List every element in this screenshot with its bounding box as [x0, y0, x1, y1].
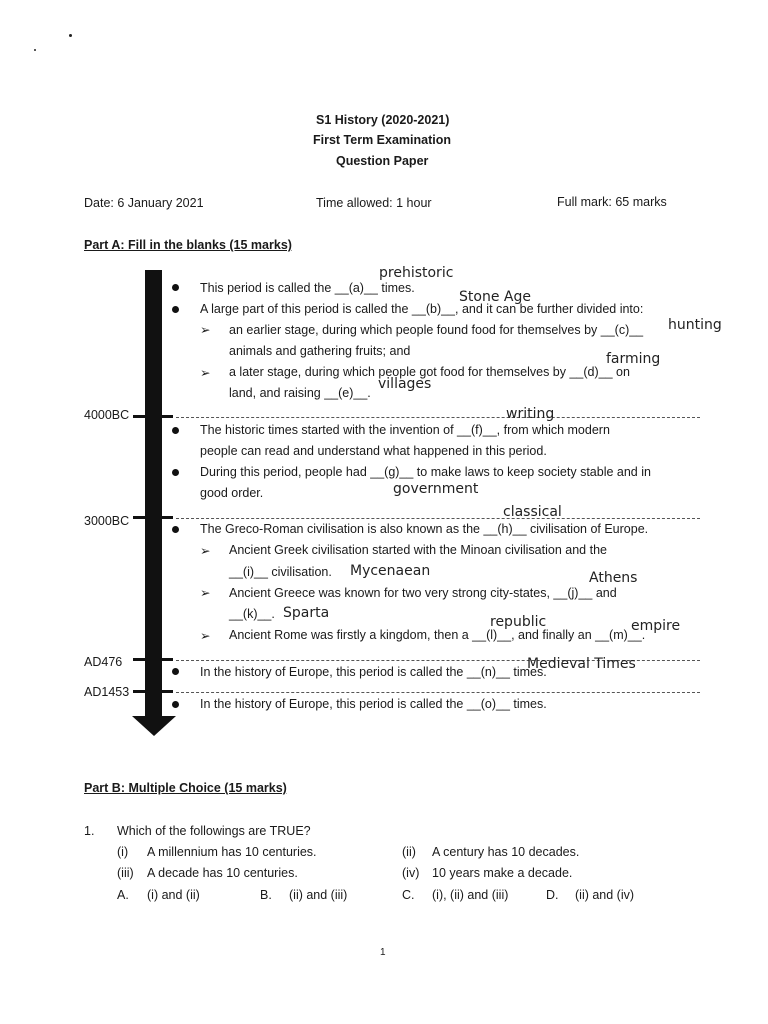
sub-arrow-bullet: ➢ [200, 544, 211, 558]
question-number: 1. [84, 824, 95, 838]
year-label-ad476: AD476 [84, 655, 123, 669]
question-text-i-cont: __(i)__ civilisation. [229, 565, 332, 579]
question-text-n: In the history of Europe, this period is called the __(n)__ times. [200, 665, 547, 679]
answer-b: Stone Age [459, 289, 531, 305]
exam-date: Date: 6 January 2021 [84, 196, 204, 210]
question-text-b: A large part of this period is called the __(b)__, and it can be further divided into: [200, 302, 644, 316]
period-divider [176, 518, 700, 519]
answer-n: Medieval Times [527, 656, 636, 672]
question-text-e: land, and raising __(e)__. [229, 386, 371, 400]
scan-speck [34, 49, 36, 51]
answer-f: writing [506, 406, 555, 422]
answer-d: farming [606, 351, 661, 367]
scan-speck [69, 34, 72, 37]
bullet [172, 668, 179, 675]
sub-arrow-bullet: ➢ [200, 366, 211, 380]
answer-m: empire [631, 618, 681, 634]
timeline-arrowhead [132, 716, 176, 738]
bullet [172, 427, 179, 434]
period-divider [176, 692, 700, 693]
answer-g: government [393, 481, 479, 497]
question-text-j: Ancient Greece was known for two very strong city-states, __(j)__ and [229, 586, 617, 600]
part-b-title: Part B: Multiple Choice (15 marks) [84, 781, 287, 795]
exam-full-mark: Full mark: 65 marks [557, 195, 667, 209]
question-text-g-cont: good order. [200, 486, 264, 500]
question-text-a: This period is called the __(a)__ times. [200, 281, 415, 295]
year-label-4000bc: 4000BC [84, 408, 130, 422]
option-label-d: D. [546, 888, 559, 902]
period-divider [176, 417, 700, 418]
statement-label: (i) [117, 845, 129, 859]
statement-text: 10 years make a decade. [432, 866, 573, 880]
timeline-tick-ad476 [133, 658, 173, 661]
option-text-c: (i), (ii) and (iii) [432, 888, 509, 902]
bullet [172, 701, 179, 708]
option-label-c: C. [402, 888, 415, 902]
question-text-o: In the history of Europe, this period is called the __(o)__ times. [200, 697, 547, 711]
question-text-k: __(k)__. [229, 607, 275, 621]
question-text-g: During this period, people had __(g)__ to make laws to keep society stable and in [200, 465, 651, 479]
answer-k: Sparta [283, 605, 330, 621]
part-a-title: Part A: Fill in the blanks (15 marks) [84, 238, 292, 252]
bullet [172, 306, 179, 313]
question-text-f-cont: people can read and understand what happened in this period. [200, 444, 547, 458]
statement-text: A millennium has 10 centuries. [147, 845, 317, 859]
year-label-ad1453: AD1453 [84, 685, 130, 699]
answer-c: hunting [668, 317, 722, 333]
statement-text: A century has 10 decades. [432, 845, 580, 859]
question-text-h: The Greco-Roman civilisation is also known as the __(h)__ civilisation of Europe. [200, 522, 649, 536]
answer-e: villages [378, 376, 432, 392]
sub-arrow-bullet: ➢ [200, 586, 211, 600]
timeline-tick-ad1453 [133, 690, 173, 693]
question-text-l: Ancient Rome was firstly a kingdom, then a __(l)__, and finally an __(m)__. [229, 628, 646, 642]
statement-label: (iv) [402, 866, 420, 880]
answer-j: Athens [589, 570, 638, 586]
question-text-f: The historic times started with the invention of __(f)__, from which modern [200, 423, 610, 437]
question-text-d: a later stage, during which people got food for themselves by __(d)__ on [229, 365, 630, 379]
answer-a: prehistoric [379, 265, 454, 281]
answer-l: republic [490, 614, 547, 630]
question-text: Which of the followings are TRUE? [117, 824, 311, 838]
timeline-tick-4000bc [133, 415, 173, 418]
question-text-i: Ancient Greek civilisation started with the Minoan civilisation and the [229, 543, 607, 557]
sub-arrow-bullet: ➢ [200, 323, 211, 337]
exam-subject-title: S1 History (2020-2021) [316, 113, 450, 127]
bullet [172, 526, 179, 533]
option-text-d: (ii) and (iv) [575, 888, 635, 902]
bullet [172, 469, 179, 476]
option-label-b: B. [260, 888, 272, 902]
statement-label: (iii) [117, 866, 134, 880]
answer-h: classical [503, 504, 562, 520]
answer-i: Mycenaean [350, 563, 431, 579]
question-text-c-cont: animals and gathering fruits; and [229, 344, 411, 358]
sub-arrow-bullet: ➢ [200, 629, 211, 643]
statement-label: (ii) [402, 845, 416, 859]
bullet [172, 284, 179, 291]
timeline-tick-3000bc [133, 516, 173, 519]
timeline-shaft [145, 270, 162, 718]
question-text-c: an earlier stage, during which people found food for themselves by __(c)__ [229, 323, 644, 337]
option-label-a: A. [117, 888, 129, 902]
option-text-a: (i) and (ii) [147, 888, 200, 902]
statement-text: A decade has 10 centuries. [147, 866, 298, 880]
exam-time-allowed: Time allowed: 1 hour [316, 196, 432, 210]
exam-term-title: First Term Examination [313, 133, 451, 147]
option-text-b: (ii) and (iii) [289, 888, 348, 902]
page-number: 1 [380, 947, 386, 958]
exam-paper-title: Question Paper [336, 154, 429, 168]
year-label-3000bc: 3000BC [84, 514, 130, 528]
